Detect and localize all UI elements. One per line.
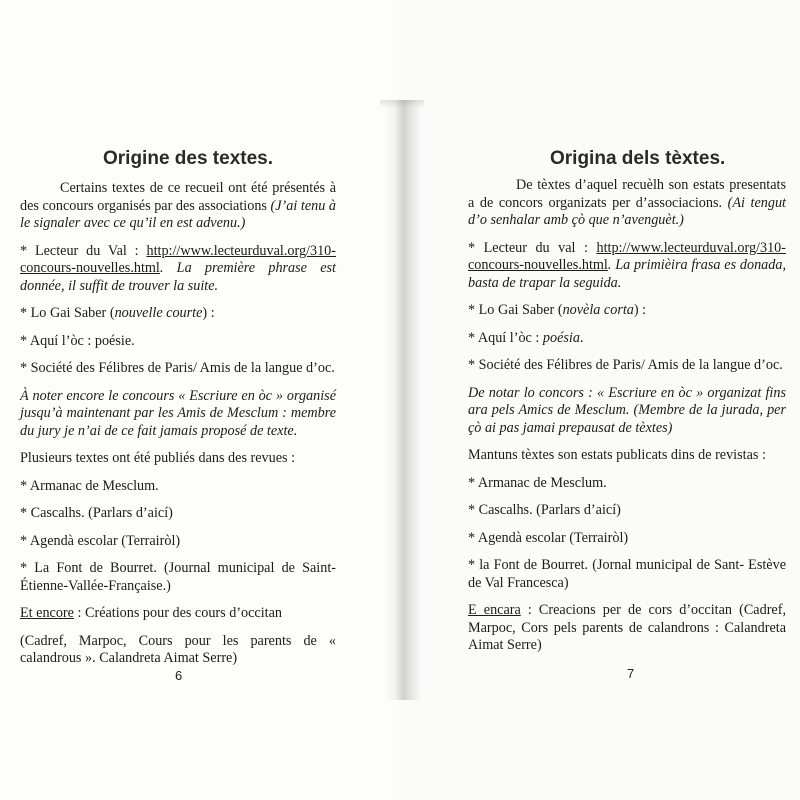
right-page <box>398 0 800 800</box>
left-felibres-item: * Société des Félibres de Paris/ Amis de la langue d’oc. <box>20 360 335 376</box>
right-lecteur-link[interactable]: http://www.lecteurduval.org/310-concours-nouvelles.html <box>468 239 786 273</box>
left-aqui-item: * Aquí l’òc : poésie. <box>20 332 135 349</box>
right-aqui-item <box>468 330 786 348</box>
left-revue-item: * Cascalhs. (Parlars d’aicí) <box>20 505 173 521</box>
right-page-number: 7 <box>627 666 635 681</box>
left-intro-text: Certains textes de ce recueil ont été présentés à des concours organisés par des associations <box>20 180 336 214</box>
book-gutter-top-shade <box>380 100 424 108</box>
left-lecteur-item <box>20 243 336 296</box>
left-cadref-item: (Cadref, Marpoc, Cours pour les parents de « calandrous ». Calandreta Aimat Serre) <box>20 632 336 666</box>
right-page-title: Origina dels tèxtes. <box>550 148 726 169</box>
left-page-number: 6 <box>175 668 183 683</box>
left-gai-saber-suffix: ) : <box>202 305 215 321</box>
right-revue-item: * Armanac de Mesclum. <box>468 474 607 491</box>
right-page-body <box>468 177 786 665</box>
left-intro-note: (J’ai tenu à le signaler avec ce qu’il en est advenu.) <box>20 197 336 231</box>
right-aqui-prefix: * Aquí l’òc : <box>468 329 543 346</box>
left-revue-item: * Armanac de Mesclum. <box>20 477 159 494</box>
right-lecteur-note: . La primièira frasa es donada, basta de trapar la seguida. <box>468 257 786 291</box>
left-gai-saber-item <box>20 305 336 323</box>
left-gai-saber-note: nouvelle courte <box>114 305 203 321</box>
left-revue-item: * La Font de Bourret. (Journal municipal de Saint-Étienne-Vallée-Française.) <box>20 560 336 594</box>
right-intro-text: De tèxtes d’aquel recuèlh son estats presentats a de concors organizats per d’associacions. <box>468 177 786 211</box>
right-lecteur-item <box>468 240 786 293</box>
right-lecteur-prefix: * Lecteur du val : <box>468 239 597 256</box>
right-revue-item: * Agendà escolar (Terrairòl) <box>468 529 629 546</box>
right-gai-saber-note: novèla corta <box>562 302 634 318</box>
left-lecteur-link[interactable]: http://www.lecteurduval.org/310-concours-nouvelles.html <box>20 242 336 276</box>
left-et-encore-label: Et encore <box>20 605 74 621</box>
right-revues-intro: Mantuns tèxtes son estats publicats dins de revistas : <box>468 447 766 463</box>
right-gai-saber-prefix: * Lo Gai Saber ( <box>468 302 563 318</box>
left-page-body <box>20 180 336 678</box>
left-intro-paragraph <box>20 180 336 233</box>
right-felibres-item: * Société des Félibres de Paris/ Amis de la langue d’oc. <box>468 357 783 373</box>
left-et-encore-text: : Créations pour des cours d’occitan <box>73 605 282 621</box>
right-gai-saber-suffix: ) : <box>633 302 647 318</box>
left-lecteur-note: . La première phrase est donnée, il suffit de trouver la suite. <box>20 260 336 294</box>
left-page-title: Origine des textes. <box>103 148 274 169</box>
left-concours-note: À noter encore le concours « Escriure en òc » organisé jusqu’à maintenant par les Amis de Mesclum : membre du jury je n’ai de ce fait jamais proposé de texte. <box>20 387 336 439</box>
right-intro-paragraph <box>468 177 786 230</box>
right-aqui-suffix: . <box>579 329 584 346</box>
left-revue-item: * Agendà escolar (Terrairòl) <box>20 532 181 549</box>
right-aqui-note: poésia <box>542 329 580 346</box>
left-gai-saber-prefix: * Lo Gai Saber ( <box>20 305 115 321</box>
right-revue-item: * Cascalhs. (Parlars d’aicí) <box>468 502 621 518</box>
left-page <box>0 0 398 800</box>
right-revue-item: * la Font de Bourret. (Jornal municipal de Sant- Estève de Val Francesca) <box>468 557 786 591</box>
right-intro-note: (Ai tengut d’o senhalar amb çò que n’avenguèt.) <box>468 194 786 228</box>
left-revues-intro: Plusieurs textes ont été publiés dans des revues : <box>20 450 296 466</box>
right-concours-note: De notar lo concors : « Escriure en òc » organizat fins ara pels Amics de Mesclum. (Membre de la jurada, per çò ai pas jamai prepausat de tèxtes) <box>468 384 786 436</box>
right-e-encara-label: E encara <box>468 602 521 618</box>
left-et-encore-item <box>20 605 336 623</box>
book-gutter-shadow <box>382 100 422 700</box>
right-e-encara-text: : Creacions per de cors d’occitan (Cadref, Marpoc, Cors pels parents de calandrons : Calandreta Aimat Serre) <box>468 602 786 653</box>
right-gai-saber-item <box>468 302 786 320</box>
right-e-encara-item <box>468 602 786 655</box>
left-lecteur-prefix: * Lecteur du Val : <box>20 242 147 259</box>
